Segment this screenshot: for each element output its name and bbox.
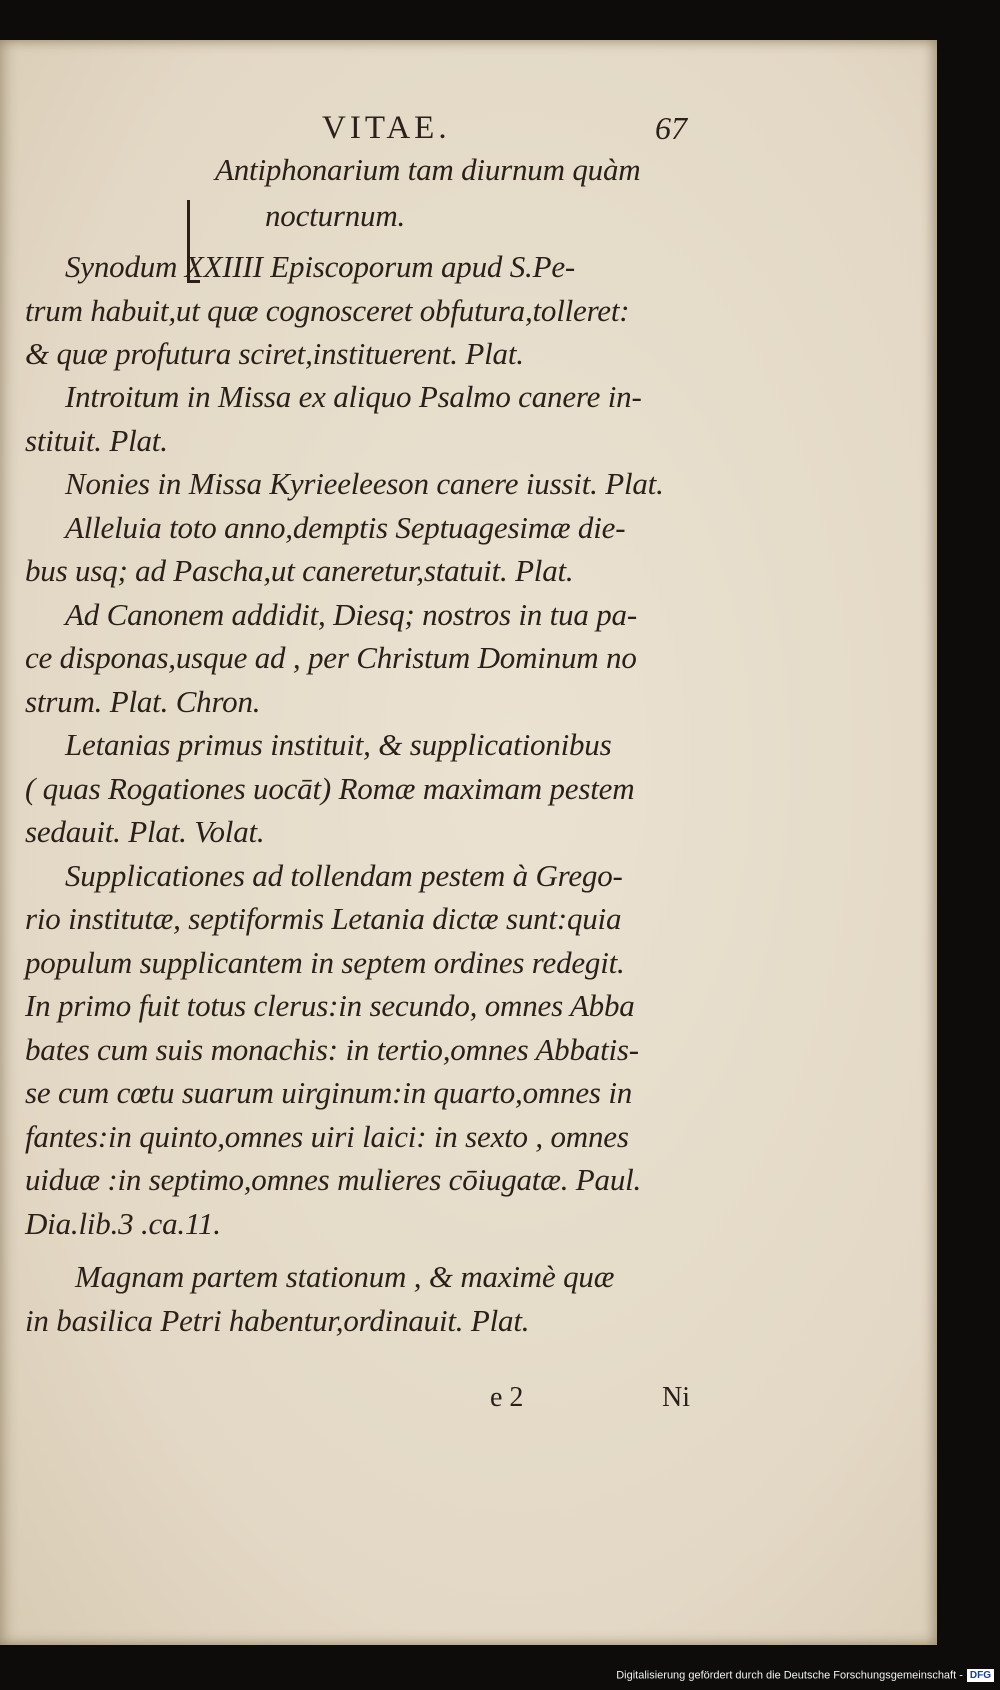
- text-line: ( quas Rogationes uocāt) Romæ maximam pestem: [25, 771, 635, 806]
- text-line: bates cum suis monachis: in tertio,omnes Abbatis-: [25, 1032, 639, 1067]
- text-line: stituit. Plat.: [25, 423, 168, 458]
- text-line: sedauit. Plat. Volat.: [25, 814, 265, 849]
- text-line: rio institutæ, septiformis Letania dictæ sunt:quia: [25, 901, 622, 936]
- text-line: Introitum in Missa ex aliquo Psalmo canere in-: [65, 379, 642, 414]
- text-line: ce disponas,usque ad , per Christum Dominum no: [25, 640, 637, 675]
- dfg-logo: DFG: [967, 1669, 994, 1682]
- text-line: Ad Canonem addidit, Diesq; nostros in tua pa-: [65, 597, 637, 632]
- catchword: Ni: [662, 1382, 690, 1413]
- text-line: populum supplicantem in septem ordines redegit.: [25, 945, 625, 980]
- page-footer: [0, 1382, 937, 1422]
- text-line: nocturnum.: [265, 198, 406, 233]
- text-line: Synodum XXIIII Episcoporum apud S.Pe-: [65, 249, 576, 284]
- text-line: Dia.lib.3 .ca.11.: [25, 1206, 221, 1241]
- text-line: & quæ profutura sciret,instituerent. Plat.: [25, 336, 524, 371]
- digitization-credit: [616, 1669, 994, 1682]
- text-line: strum. Plat. Chron.: [25, 684, 261, 719]
- text-line: In primo fuit totus clerus:in secundo, omnes Abba: [25, 988, 635, 1023]
- text-line: bus usq; ad Pascha,ut caneretur,statuit. Plat.: [25, 553, 574, 588]
- text-line: fantes:in quinto,omnes uiri laici: in sexto , omnes: [25, 1119, 629, 1154]
- page-header: [0, 110, 937, 150]
- signature-mark: e 2: [490, 1382, 524, 1413]
- text-line: Supplicationes ad tollendam pestem à Grego-: [65, 858, 623, 893]
- credit-text: Digitalisierung gefördert durch die Deutsche Forschungsgemeinschaft -: [616, 1669, 963, 1682]
- book-page: [0, 40, 937, 1645]
- text-line: Alleluia toto anno,demptis Septuagesimæ die-: [65, 510, 626, 545]
- text-line: Nonies in Missa Kyrieeleeson canere iussit. Plat.: [65, 466, 664, 501]
- text-line: se cum cœtu suarum uirginum:in quarto,omnes in: [25, 1075, 633, 1110]
- text-line: Antiphonarium tam diurnum quàm: [215, 152, 641, 187]
- text-line: uiduæ :in septimo,omnes mulieres cōiugatæ. Paul.: [25, 1162, 642, 1197]
- text-line: trum habuit,ut quæ cognosceret obfutura,tolleret:: [25, 293, 630, 328]
- text-line: Magnam partem stationum , & maximè quæ: [75, 1259, 615, 1294]
- page-number: 67: [655, 110, 687, 146]
- running-head: VITAE.: [322, 110, 451, 146]
- text-line: Letanias primus instituit, & supplicationibus: [65, 727, 612, 762]
- text-line: in basilica Petri habentur,ordinauit. Plat.: [25, 1303, 530, 1338]
